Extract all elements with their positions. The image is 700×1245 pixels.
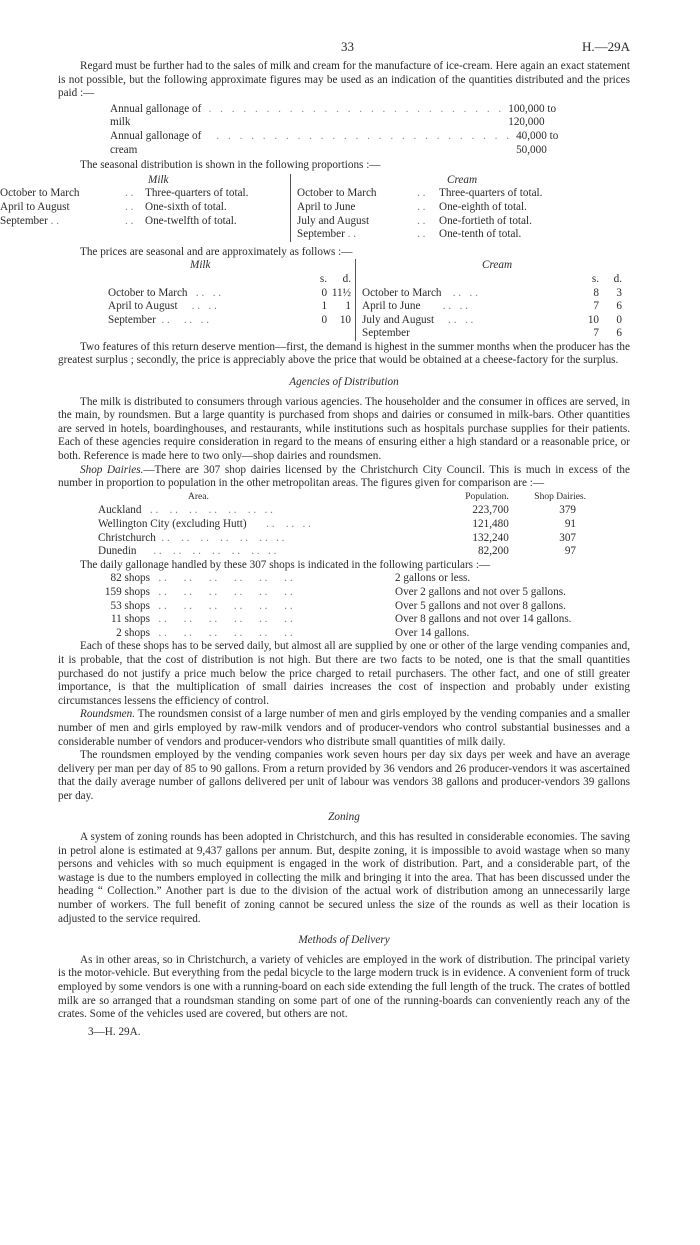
gallonage-label: Annual gallonage of cream — [110, 129, 202, 156]
prices-intro: The prices are seasonal and are approximately as follows :— — [80, 245, 353, 258]
table-header-row: Area. Population. Shop Dairies. — [188, 491, 586, 502]
agencies-paragraph: The milk is distributed to consumers through various agencies. The householder and the consumer in offices are served, in the main, by roundsmen. But a large quantity is purchased from shops and dairies or consumed in milk-bars. Other quantities are served in hotels, boardinghouses, and restaurants, while institutions such as hospitals purchase supplies for their patients. Each of these agencies require consideration in regard to the means of ensuring either a high standard or a reasonable price, or both. Reference is made here to two only—shop dairies and roundsmen. — [58, 395, 630, 463]
seasonal-row: October to March . . Three-quarters of total. — [297, 187, 543, 200]
seasonal-milk-column — [0, 174, 291, 242]
zoning-heading: Zoning — [328, 811, 360, 824]
table-row: 11 shops . . . . . . . . . . . . Over 8 gallons and not over 14 gallons. — [110, 613, 572, 626]
price-row: July and August . . . . 10 0 — [362, 313, 622, 326]
prices-milk-column: Milk s. d. October to March . . . . 0 11½ April to August . . . . 1 1 September . . . . . . 0 10 — [108, 259, 356, 341]
prices-table — [108, 259, 628, 341]
shop-dairies-label: Shop Dairies. — [80, 463, 144, 476]
table-row: Auckland . . . . . . . . . . . . . . 223,700 379 — [98, 504, 576, 517]
table-row: 159 shops . . . . . . . . . . . . Over 2 gallons and not over 5 gallons. — [104, 585, 566, 598]
seasonal-row: September . . . . One-tenth of total. — [297, 228, 522, 241]
intro-paragraph: Regard must be further had to the sales of milk and cream for the manufacture of ice-cream. Here again an exact statement is not possible, but the following approximate figures may be used as an indication of the quantities distributed and the prices paid :— — [58, 60, 630, 100]
daily-intro: The daily gallonage handled by these 307 shops is indicated in the following particulars :— — [80, 558, 491, 571]
seasonal-cream-heading: Cream — [447, 173, 478, 186]
prices-cream-column: Cream s. d. October to March . . . . 8 3 April to June . . . . 7 6 July and August . . . . 10 0 September 7 6 — [356, 259, 627, 341]
seasonal-intro: The seasonal distribution is shown in the following proportions :— — [80, 159, 381, 172]
price-row: April to June . . . . 7 6 — [362, 300, 622, 313]
document-page — [0, 39, 630, 1039]
prices-cream-heading: Cream — [482, 259, 513, 272]
price-row: September 7 6 — [362, 327, 622, 340]
table-row: 53 shops . . . . . . . . . . . . Over 5 gallons and not over 8 gallons. — [110, 599, 566, 612]
price-row: October to March . . . . 8 3 — [362, 286, 622, 299]
daily-gallonage-table — [100, 572, 630, 640]
gallonage-value: 100,000 to 120,000 — [508, 102, 557, 129]
table-row: 2 shops . . . . . . . . . . . . Over 14 gallons. — [116, 626, 470, 639]
price-row: October to March . . . . 0 11½ — [108, 286, 351, 299]
seasonal-row: April to June . . One-eighth of total. — [297, 200, 527, 213]
gallonage-list — [110, 103, 580, 157]
table-row: 82 shops . . . . . . . . . . . . 2 gallons or less. — [110, 572, 471, 585]
roundsmen-paragraph-2: The roundsmen employed by the vending companies work seven hours per day six days per week and have an average delivery per man per day of 85 to 90 gallons. From a return provided by 36 vendors and 26 producer-vendors it was ascertained that the daily average number of gallons delivered per unit of labour was vendors 38 gallons and producer-vendors 39 gallons per day. — [58, 749, 630, 802]
roundsmen-paragraph: Roundsmen. The roundsmen consist of a large number of men and girls employed by the vending companies and a smaller number of men and girls employed by raw-milk vendors and of producer-vendors who control substantial businesses and a considerable number of vendors and producer-vendors who distribute small quantities of milk daily. — [58, 708, 630, 748]
seasonal-row: July and August . . One-fortieth of total. — [297, 214, 532, 227]
shop-dairies-paragraph: Shop Dairies.—There are 307 shop dairies licensed by the Christchurch City Council. This is much in excess of the number in proportion to population in the other metropolitan areas. The figures given for comparison are :— — [58, 463, 630, 490]
gallonage-label: Annual gallonage of milk — [110, 102, 202, 129]
each-shop-paragraph: Each of these shops has to be served daily, but almost all are supplied by one or other of the large vending companies and, it is probable, that the cost of distribution is not high. But there are two facts to be noted, one is that the small quantities purchased do not justify a price much below the price charged to retail purchasers. The other fact, and one of still greater importance, is that the multiplication of small dairies increases the cost of inspection and probably under existing circumstances lessens the efficiency of control. — [58, 640, 630, 707]
document-reference: H.—29A — [581, 39, 630, 54]
seasonal-cream-column — [291, 174, 627, 242]
shop-dairies-table — [98, 491, 598, 559]
seasonal-row: October to March . . Three-quarters of total. — [0, 187, 249, 200]
page-number: 33 — [341, 39, 354, 54]
gallonage-row: Annual gallonage of cream . . . . . . . . . . . . . . . . . . . . . . . . . . 40,000 to 50,000 — [110, 130, 580, 157]
footer-signature: 3—H. 29A. — [88, 1025, 141, 1038]
seasonal-row: April to August . . One-sixth of total. — [0, 200, 227, 213]
seasonal-table — [0, 174, 630, 242]
page-header — [58, 40, 630, 60]
delivery-heading: Methods of Delivery — [298, 934, 390, 947]
prices-note: Two features of this return deserve mention—first, the demand is highest in the summer months when the producer has the greatest surplus ; secondly, the price is appreciably above the price that would be obtained at a cheese-factory for the surplus. — [58, 340, 630, 367]
agencies-heading: Agencies of Distribution — [289, 376, 399, 389]
price-row: April to August . . . . 1 1 — [108, 300, 351, 313]
gallonage-value: 40,000 to 50,000 — [516, 129, 559, 156]
roundsmen-label: Roundsmen. — [80, 708, 135, 721]
delivery-paragraph: As in other areas, so in Christchurch, a variety of vehicles are employed in the work of distribution. The principal variety is the motor-vehicle. But everything from the pedal bicycle to the large modern truck is in evidence. A convenient form of truck employed by some vendors is one with a running-board on each side extending the full length of the truck. The crates of bottled milk are so arranged that a roundsman standing on some part of one of the running-boards can conveniently reach any of the crates. Some of the vehicles used are covered, but others are not. — [58, 953, 630, 1021]
price-row: September . . . . . . 0 10 — [108, 313, 351, 326]
table-row: Christchurch . . . . . . . . . . . . . . 132,240 307 — [98, 531, 576, 544]
table-row: Wellington City (excluding Hutt) . . . . . . 121,480 91 — [98, 518, 576, 530]
seasonal-row: September . . . . One-twelfth of total. — [0, 214, 237, 227]
prices-milk-heading: Milk — [190, 259, 211, 272]
table-row: Dunedin . . . . . . . . . . . . . . 82,200 97 — [98, 545, 576, 558]
gallonage-row: Annual gallonage of milk . . . . . . . . . . . . . . . . . . . . . . . . . . 100,000 to 120,000 — [110, 103, 580, 130]
seasonal-milk-heading: Milk — [148, 173, 169, 186]
zoning-paragraph: A system of zoning rounds has been adopted in Christchurch, and this has resulted in considerable economies. The saving in petrol alone is estimated at 9,437 gallons per annum. But, despite zoning, it is impossible to avoid wastage when so many persons and vehicles with so much equipment is engaged in the work of distribution. Part, and a considerable part, of the wastage is due to the numbers employed in collecting the milk and bringing it into the area. That has been discussed under the heading “ Collection.” Another part is due to the division of the actual work of distribution among an unnecessarily large number of workers. The full benefit of zoning cannot be secured unless the size of the rounds as well as their location is adjusted to the service required. — [58, 831, 630, 925]
